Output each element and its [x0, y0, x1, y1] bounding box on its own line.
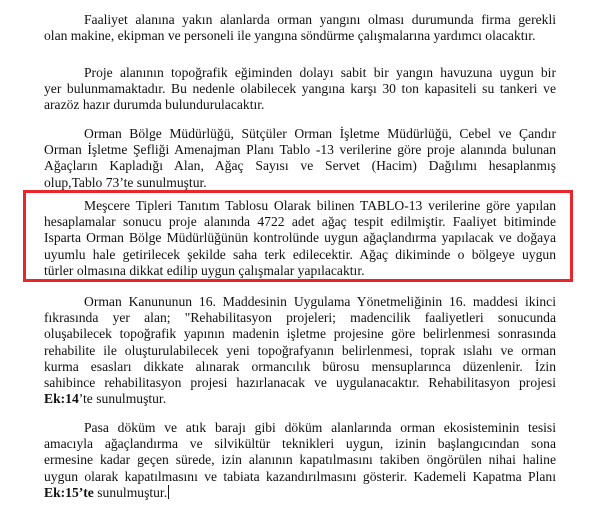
text-line: olan makine, ekipman ve personeli ile yangına söndürme çalışmalarına yardımcı olacaktır. — [44, 28, 536, 44]
text-line: kurma esasları dikkate alınarak ormancılık bürosu mensuplarınca düzenlenir. İzin — [44, 358, 556, 374]
text-line: Ağaçların Kapladığı Alan, Ağaç Sayısı ve Servet (Hacim) Dağılımı hesaplanmış — [44, 158, 556, 174]
text-line: Proje alanının topoğrafik eğiminden dolayı sabit bir yangın havuzuna uygun bir — [84, 65, 556, 80]
text-line: ermesine kadar geçen sürede, izin alanının kapatılmasını takiben öngörülen nihai haline — [44, 452, 556, 468]
text-line: Orman Kanununun 16. Maddesinin Uygulama Yönetmeliğinin 16. maddesi ikinci — [84, 294, 556, 309]
appendix-ref-15: Ek:15’te — [44, 484, 94, 500]
paragraph-fire-support — [44, 12, 556, 44]
appendix-ref-15-text: sunulmuştur. — [93, 484, 168, 500]
text-line: Orman Bölge Müdürlüğü, Sütçüler Orman İşletme Müdürlüğü, Cebel ve Çandır — [84, 126, 556, 141]
text-line: arazöz hazır durumda bulundurulacaktır. — [44, 97, 265, 113]
text-line: oluşabilecek topoğrafik yapının madenin işletme projesine göre belirlenmesi sonrasında — [44, 326, 556, 342]
paragraph-rehabilitation — [44, 294, 556, 407]
text-line: rehabilite ile oluşturulabilecek yeni topoğrafyanın belirlenmesi, toprak ıslahı ve orman — [44, 342, 556, 358]
text-line: yer bulunmamaktadır. Bu nedenle olabilecek yangına karşı 30 ton kapasiteli su tankeri ve — [44, 81, 556, 97]
paragraph-forest-directorate — [44, 126, 556, 191]
text-line: hesaplamalar sonucu proje alanında 4722 adet ağaç tespit edilmiştir. Faaliyet bitiminde — [44, 214, 556, 230]
text-line: fıkrasında yer alan; "Rehabilitasyon projeleri; madencilik faaliyetleri sonucunda — [44, 310, 556, 326]
text-line — [44, 485, 556, 501]
text-line: Pasa döküm ve atık barajı gibi döküm alanlarında orman ekosisteminin tesisi — [84, 420, 556, 435]
text-line: olup,Tablo 73’te sunulmuştur. — [44, 174, 207, 190]
text-line: uygun olarak kapatılmasını ve tabiata kazandırılmasını gösterir. Kademeli Kapatma Planı — [44, 468, 556, 484]
text-line: Faaliyet alanına yakın alanlarda orman yangını olması durumunda firma gerekli — [84, 12, 556, 27]
text-line: Meşcere Tipleri Tanıtım Tablosu Olarak bilinen TABLO-13 verilerine göre yapılan — [84, 198, 556, 213]
text-line: uyumlu hale getirilecek şekilde saha terk edilecektir. Ağaç dikiminde o bölgeye uygun — [44, 246, 556, 262]
text-line: amacıyla ağaçlandırma ve silvikültür teknikleri uygun, izinin başlangıcından sona — [44, 436, 556, 452]
text-line: Orman İşletme Şefliği Amenajman Planı Tablo -13 verilerine göre proje alanında bulunan — [44, 142, 556, 158]
paragraph-tree-count — [44, 198, 556, 279]
appendix-ref-14: Ek:14 — [44, 391, 79, 407]
text-line: sahibince rehabilitasyon projesi hazırlanacak ve uygulanacaktır. Rehabilitasyon projesi — [44, 375, 556, 391]
text-line — [44, 391, 556, 407]
paragraph-closure-plan — [44, 420, 556, 501]
text-line: Isparta Orman Bölge Müdürlüğünün kontrolünde uygun ağaçlandırma yapılacak ve doğaya — [44, 230, 556, 246]
paragraph-fire-pool — [44, 65, 556, 114]
appendix-ref-14-text: ’te sunulmuştur. — [78, 391, 167, 407]
text-cursor — [168, 485, 169, 499]
text-line: türler olmasına dikkat edilip uygun çalışmalar yapılacaktır. — [44, 262, 365, 278]
